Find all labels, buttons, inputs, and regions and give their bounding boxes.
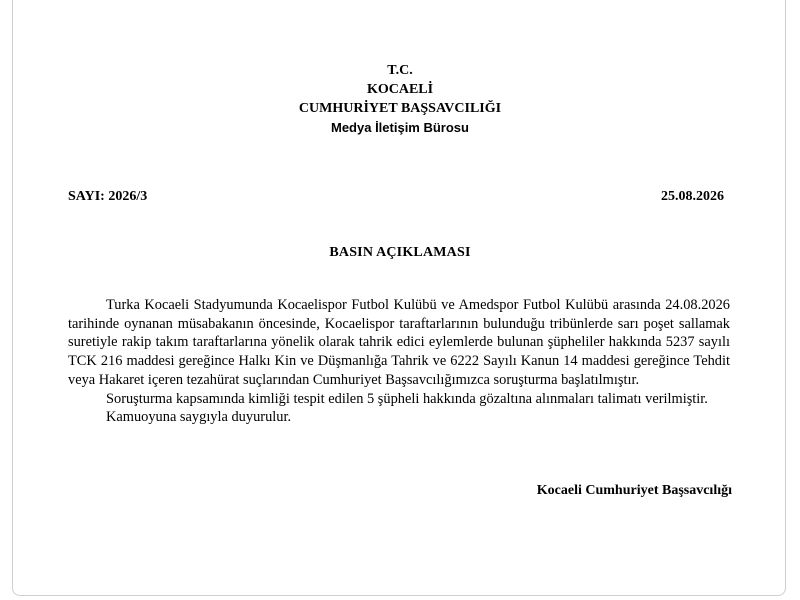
letterhead-institution: CUMHURİYET BAŞSAVCILIĞI: [298, 101, 502, 116]
letterhead-country: T.C.: [387, 63, 413, 78]
reference-number: SAYI: 2026/3: [68, 189, 148, 204]
document-body: [68, 296, 730, 427]
letterhead-province: KOCAELİ: [366, 82, 434, 97]
signature: Kocaeli Cumhuriyet Başsavcılığı: [536, 483, 732, 498]
letterhead-office: Medya İletişim Bürosu: [331, 120, 469, 135]
body-paragraph: Kamuoyuna saygıyla duyurulur.: [106, 409, 292, 426]
document-title: BASIN AÇIKLAMASI: [329, 245, 471, 260]
body-paragraph: Soruşturma kapsamında kimliği tespit edilen 5 şüpheli hakkında gözaltına alınmaları talimatı verilmiştir.: [106, 390, 708, 407]
body-paragraph: Turka Kocaeli Stadyumunda Kocaelispor Futbol Kulübü ve Amedspor Futbol Kulübü arasında 24.08.2026 tarihinde oynanan müsabakanın öncesinde, Kocaelispor taraftarlarının bulunduğu tribünlerde sarı poşet sallamak suretiyle rakip takım taraftarlarına yönelik olarak tahrik edici eylemlerde bulunan şüpheliler hakkında 5237 sayılı TCK 216 maddesi gereğince Halkı Kin ve Düşmanlığa Tahrik ve 6222 Sayılı Kanun 14 maddesi gereğince Tehdit veya Hakaret içeren tezahürat suçlarından Cumhuriyet Başsavcılığımızca soruşturma başlatılmıştır.: [68, 297, 730, 388]
letterhead: [0, 61, 800, 137]
reference-date: 25.08.2026: [661, 189, 724, 204]
